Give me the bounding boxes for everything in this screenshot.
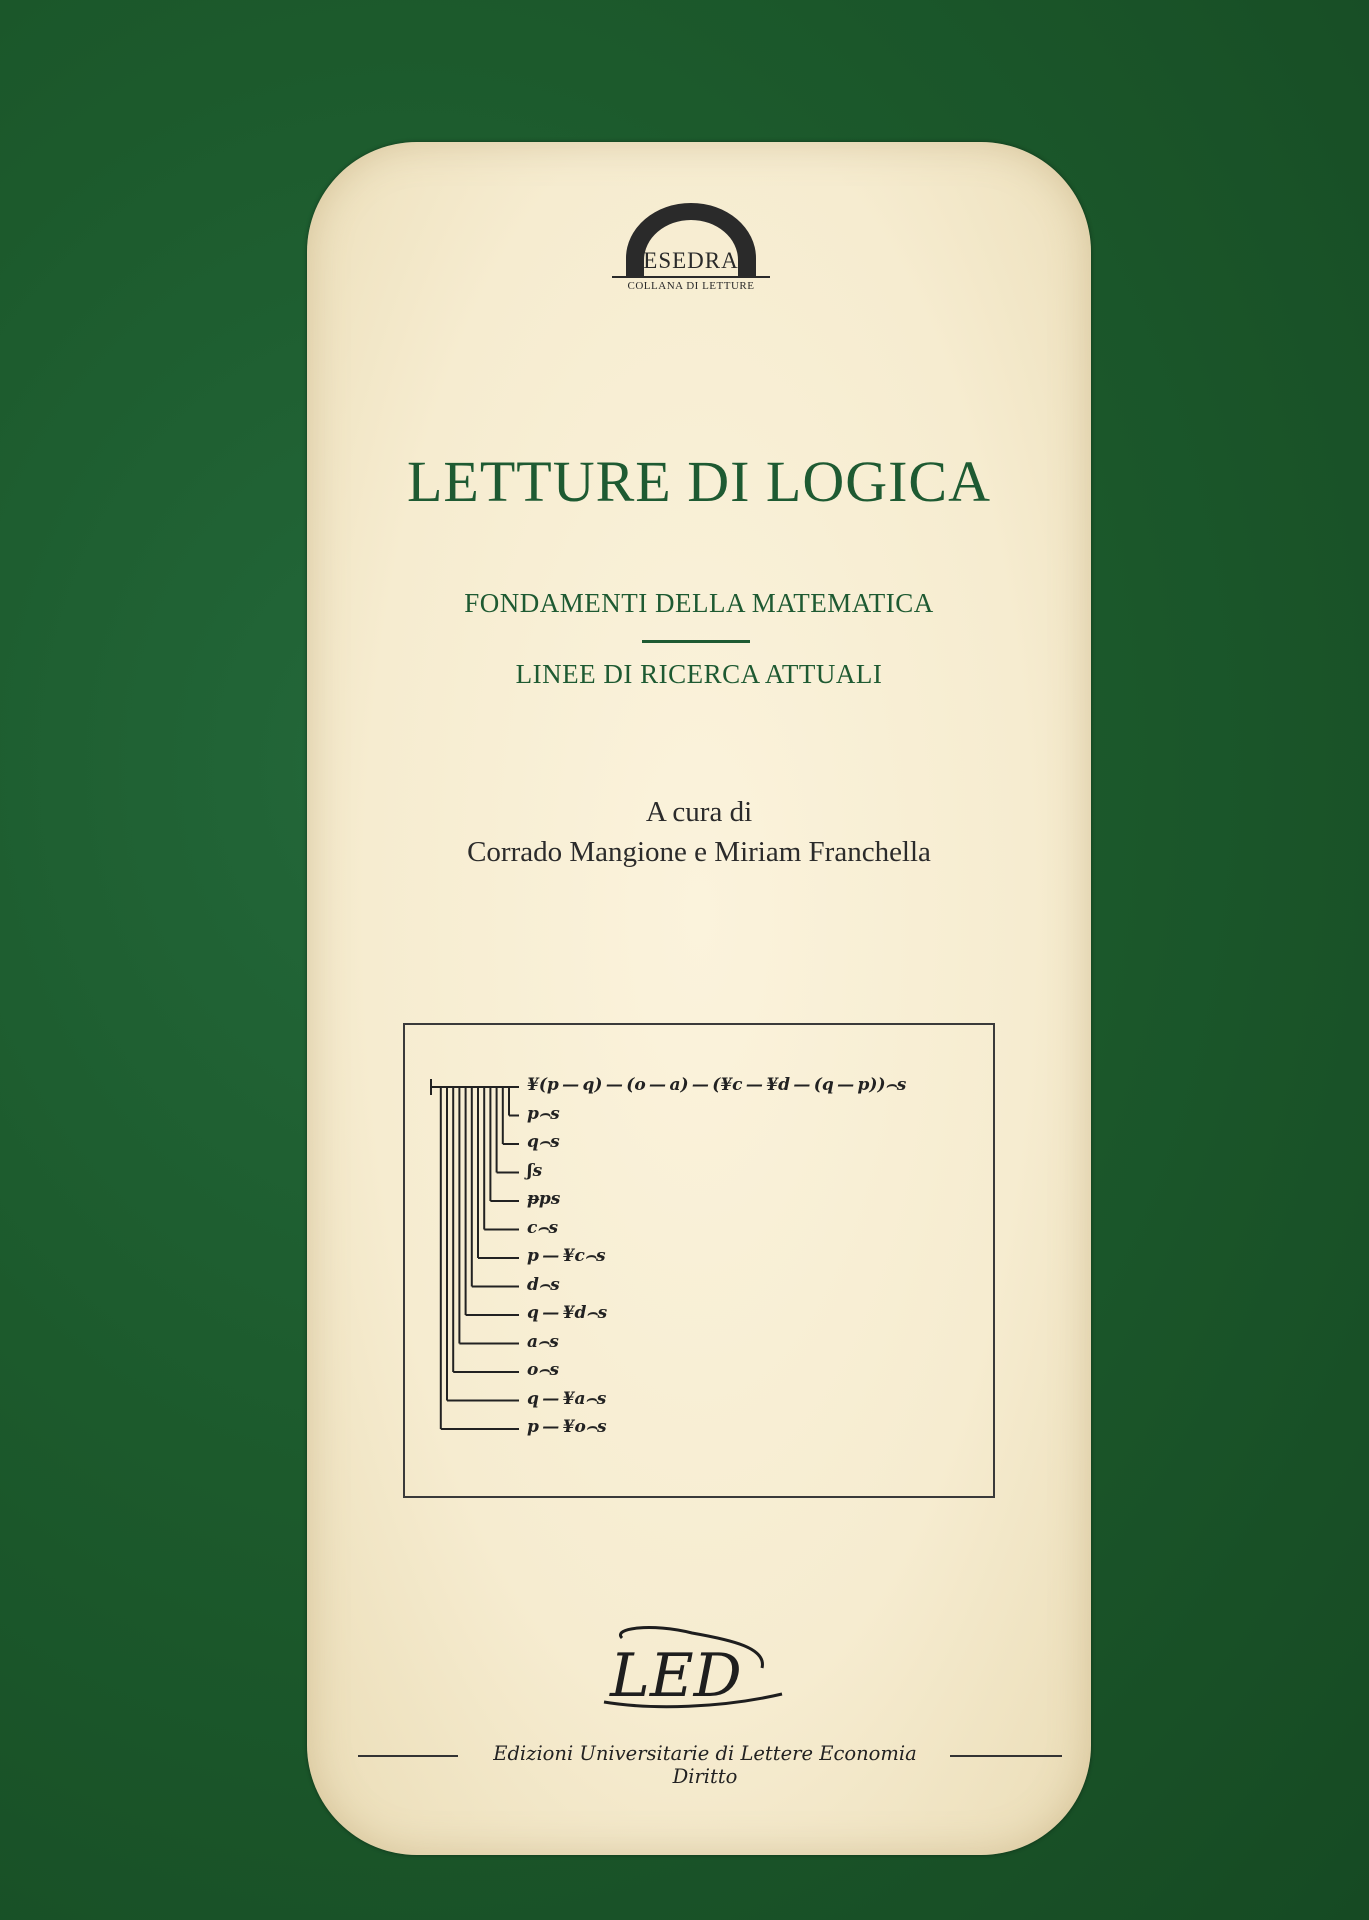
condition-formula: ᵽps: [527, 1189, 561, 1209]
diagram-tree-lines: [405, 1025, 997, 1500]
subtitle-line-1: FONDAMENTI DELLA MATEMATICA: [464, 588, 934, 618]
condition-formula: p — ¥o⌢s: [527, 1417, 607, 1437]
condition-formula: q — ¥a⌢s: [527, 1388, 607, 1409]
subtitle-divider: [642, 640, 750, 643]
logic-diagram: [403, 1023, 995, 1498]
publisher-rule-right: [950, 1755, 1062, 1757]
publisher-name: Edizioni Universitarie di Lettere Economia Diritto: [493, 1742, 917, 1788]
condition-formula: p — ¥c⌢s: [527, 1246, 606, 1266]
publisher-rule-left: [358, 1755, 458, 1757]
condition-formula: a⌢s: [527, 1331, 559, 1352]
condition-formula: o⌢s: [527, 1360, 560, 1380]
svg-text:LED: LED: [610, 1641, 742, 1711]
cover-panel: [307, 142, 1091, 1855]
editors-names: Corrado Mangione e Miriam Franchella: [467, 836, 931, 868]
series-subtitle: COLLANA DI LETTURE: [627, 280, 755, 292]
curated-by-label: A cura di: [645, 796, 753, 828]
led-logo-icon: [592, 1618, 792, 1714]
condition-formula: p⌢s: [527, 1103, 560, 1124]
condition-formula: ʃs: [527, 1160, 543, 1181]
series-name: ESEDRA: [643, 248, 739, 273]
condition-formula: d⌢s: [527, 1274, 560, 1295]
condition-formula: q — ¥d⌢s: [527, 1303, 608, 1323]
book-title: LETTURE DI LOGICA: [406, 449, 991, 514]
main-formula: ¥(p — q) — (o — a) — (¥c — ¥d — (q — p))⌢s: [527, 1075, 907, 1095]
condition-formula: c⌢s: [527, 1217, 559, 1238]
series-divider: [612, 276, 770, 278]
condition-formula: q⌢s: [527, 1132, 560, 1152]
subtitle-line-2: LINEE DI RICERCA ATTUALI: [515, 659, 883, 689]
